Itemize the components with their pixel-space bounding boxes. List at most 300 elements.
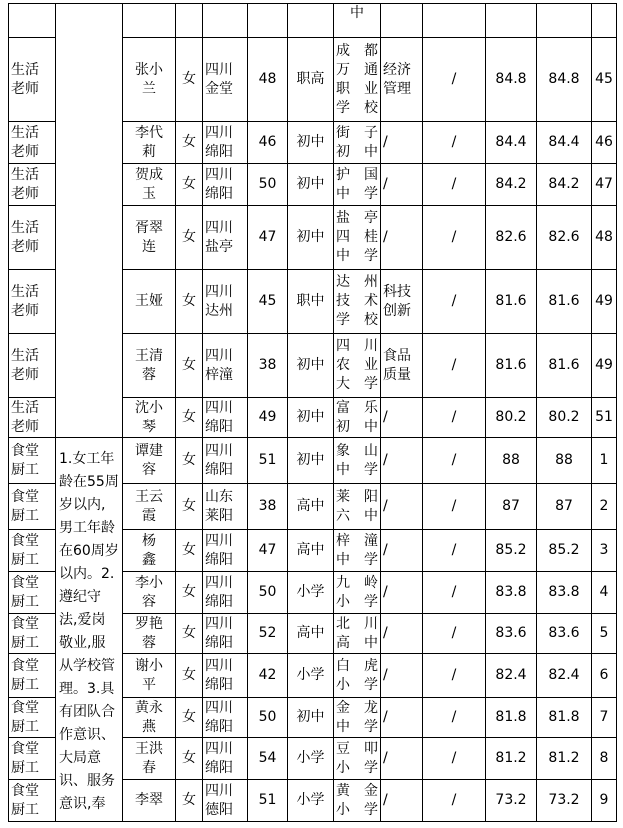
sex-text: 女 (182, 71, 196, 87)
school-text: 莱阳 六中 (336, 488, 378, 524)
education-text: 职高 (296, 71, 325, 87)
final-score-cell (537, 270, 592, 334)
final-score-text: 84.2 (548, 176, 580, 192)
role-text: 食堂 厨工 (11, 615, 39, 651)
name-text: 罗艳 蓉 (135, 615, 163, 651)
extra-cell (423, 614, 486, 654)
role-text: 生活 老师 (11, 219, 39, 255)
origin-text: 四川 绵阳 (205, 442, 233, 478)
school-text: 街子 初中 (336, 124, 378, 160)
name-text: 沈小 琴 (135, 399, 163, 435)
major-text: 食品 质量 (383, 347, 411, 383)
major-text: / (383, 498, 388, 514)
final-score-cell (537, 530, 592, 572)
role-cell (9, 614, 56, 654)
rank-cell (592, 122, 617, 164)
age-text: 38 (258, 357, 277, 373)
sex-cell (176, 38, 203, 122)
final-score-text: 81.6 (548, 293, 580, 309)
table-row (9, 438, 617, 484)
rank-cell (592, 530, 617, 572)
school-text: 达州 技术 学校 (336, 274, 378, 328)
role-cell (9, 38, 56, 122)
age-text: 42 (258, 667, 277, 683)
table-row-partial-top (9, 4, 617, 38)
origin-text: 四川 达州 (205, 283, 233, 319)
age-text: 50 (258, 584, 277, 600)
role-cell (9, 4, 56, 38)
final-score-cell (537, 38, 592, 122)
name-text: 谢小 平 (135, 657, 163, 693)
major-cell (381, 270, 423, 334)
age-cell (248, 614, 288, 654)
school-text: 金龙 中学 (336, 699, 378, 735)
sex-text: 女 (182, 409, 196, 425)
rank-cell (592, 164, 617, 206)
education-text: 高中 (296, 542, 325, 558)
score-cell (486, 654, 537, 698)
sex-text: 女 (182, 176, 196, 192)
age-cell (248, 780, 288, 822)
major-text: / (383, 584, 388, 600)
final-score-text: 84.8 (548, 71, 580, 87)
origin-text: 四川 绵阳 (205, 615, 233, 651)
extra-text: / (451, 667, 457, 683)
sex-text: 女 (182, 792, 196, 808)
requirements-text: 1.女工年龄在55周岁以内,男工年龄在60周岁以内。2.遵纪守法,爱岗敬业,服从学校管理。3.具有团队合作意识、大局意识、服务意识,奉 (59, 451, 119, 812)
final-score-cell (537, 572, 592, 614)
major-text: / (383, 134, 388, 150)
name-cell (123, 122, 176, 164)
major-text: 科技 创新 (383, 283, 411, 319)
extra-text: / (451, 542, 457, 558)
origin-cell (203, 614, 248, 654)
score-cell (486, 334, 537, 398)
rank-text: 7 (599, 709, 609, 725)
sex-text: 女 (182, 498, 196, 514)
age-text: 52 (258, 625, 277, 641)
name-cell (123, 698, 176, 738)
origin-text: 四川 绵阳 (205, 574, 233, 610)
major-cell (381, 698, 423, 738)
extra-cell (423, 334, 486, 398)
name-cell (123, 334, 176, 398)
final-score-text: 84.4 (548, 134, 580, 150)
sex-text: 女 (182, 542, 196, 558)
score-cell (486, 698, 537, 738)
school-text: 象山 中学 (336, 442, 378, 478)
education-cell (288, 738, 334, 780)
education-text: 高中 (296, 625, 325, 641)
extra-cell (423, 780, 486, 822)
requirements-cell (56, 438, 123, 822)
age-cell (248, 738, 288, 780)
school-cell (334, 572, 381, 614)
origin-text: 四川 绵阳 (205, 399, 233, 435)
sex-cell (176, 698, 203, 738)
education-cell (288, 614, 334, 654)
final-score-cell (537, 484, 592, 530)
role-cell (9, 484, 56, 530)
origin-cell (203, 38, 248, 122)
rank-cell (592, 206, 617, 270)
final-score-text: 83.6 (548, 625, 580, 641)
score-text: 81.8 (495, 709, 527, 725)
age-text: 47 (258, 542, 277, 558)
school-cell (334, 206, 381, 270)
name-cell (123, 530, 176, 572)
name-text: 王娅 (135, 293, 163, 309)
origin-cell (203, 270, 248, 334)
role-cell (9, 654, 56, 698)
extra-cell (423, 206, 486, 270)
education-text: 初中 (296, 409, 325, 425)
age-cell (248, 398, 288, 438)
role-text: 食堂 厨工 (11, 699, 39, 735)
name-text: 张小 兰 (135, 61, 163, 97)
score-cell (486, 438, 537, 484)
major-text: / (383, 229, 388, 245)
school-text: 中 (350, 5, 364, 21)
origin-cell (203, 738, 248, 780)
rank-cell (592, 38, 617, 122)
school-cell (334, 698, 381, 738)
rank-text: 6 (599, 667, 609, 683)
sex-cell (176, 270, 203, 334)
age-text: 47 (258, 229, 277, 245)
score-text: 81.6 (495, 357, 527, 373)
major-cell (381, 530, 423, 572)
sex-cell (176, 164, 203, 206)
education-cell (288, 572, 334, 614)
table-body (9, 4, 617, 822)
rank-cell (592, 484, 617, 530)
education-text: 小学 (296, 584, 325, 600)
origin-cell (203, 4, 248, 38)
school-cell (334, 122, 381, 164)
name-cell (123, 780, 176, 822)
major-cell (381, 38, 423, 122)
sex-text: 女 (182, 625, 196, 641)
origin-cell (203, 206, 248, 270)
final-score-cell (537, 4, 592, 38)
education-cell (288, 38, 334, 122)
role-text: 生活 老师 (11, 124, 39, 160)
name-text: 杨 鑫 (142, 532, 156, 568)
rank-text: 9 (599, 792, 609, 808)
origin-text: 四川 绵阳 (205, 124, 233, 160)
role-text: 食堂 厨工 (11, 574, 39, 610)
origin-cell (203, 572, 248, 614)
school-text: 盐亭 四桂 中学 (336, 210, 378, 264)
name-cell (123, 614, 176, 654)
score-text: 84.8 (495, 71, 527, 87)
score-text: 80.2 (495, 409, 527, 425)
age-cell (248, 270, 288, 334)
education-cell (288, 780, 334, 822)
rank-cell (592, 698, 617, 738)
major-text: 经济 管理 (383, 61, 411, 97)
education-cell (288, 698, 334, 738)
origin-cell (203, 530, 248, 572)
final-score-text: 82.6 (548, 229, 580, 245)
education-text: 小学 (296, 792, 325, 808)
name-cell (123, 654, 176, 698)
final-score-text: 80.2 (548, 409, 580, 425)
name-cell (123, 738, 176, 780)
sex-text: 女 (182, 229, 196, 245)
name-cell (123, 270, 176, 334)
school-cell (334, 270, 381, 334)
education-text: 初中 (296, 452, 325, 468)
score-text: 88 (502, 452, 520, 468)
age-text: 48 (258, 71, 277, 87)
sex-text: 女 (182, 134, 196, 150)
name-text: 王洪 春 (135, 740, 163, 776)
sex-text: 女 (182, 452, 196, 468)
final-score-cell (537, 738, 592, 780)
role-cell (9, 572, 56, 614)
origin-cell (203, 334, 248, 398)
extra-cell (423, 572, 486, 614)
role-cell (9, 122, 56, 164)
school-text: 四川 农业 大学 (336, 338, 378, 392)
education-cell (288, 122, 334, 164)
extra-text: / (451, 176, 457, 192)
extra-cell (423, 4, 486, 38)
sex-cell (176, 122, 203, 164)
score-text: 87 (502, 498, 520, 514)
sex-cell (176, 572, 203, 614)
role-cell (9, 698, 56, 738)
sex-text: 女 (182, 667, 196, 683)
role-text: 食堂 厨工 (11, 488, 39, 524)
education-text: 高中 (296, 498, 325, 514)
sex-text: 女 (182, 293, 196, 309)
role-text: 生活 老师 (11, 347, 39, 383)
final-score-cell (537, 334, 592, 398)
age-cell (248, 484, 288, 530)
extra-text: / (451, 71, 457, 87)
score-cell (486, 270, 537, 334)
major-text: / (383, 709, 388, 725)
age-text: 50 (258, 709, 277, 725)
sex-text: 女 (182, 584, 196, 600)
final-score-cell (537, 438, 592, 484)
name-text: 谭建 容 (135, 442, 163, 478)
origin-cell (203, 780, 248, 822)
origin-text: 四川 绵阳 (205, 699, 233, 735)
major-text: / (383, 409, 388, 425)
origin-text: 四川 盐亭 (205, 219, 233, 255)
final-score-cell (537, 654, 592, 698)
name-cell (123, 4, 176, 38)
role-text: 食堂 厨工 (11, 442, 39, 478)
major-cell (381, 654, 423, 698)
school-cell (334, 780, 381, 822)
extra-cell (423, 270, 486, 334)
name-text: 李小 容 (135, 574, 163, 610)
origin-cell (203, 398, 248, 438)
school-text: 黄金 小学 (336, 782, 378, 818)
school-text: 成都 万通 职业 学校 (336, 42, 378, 116)
role-text: 生活 老师 (11, 283, 39, 319)
final-score-text: 82.4 (548, 667, 580, 683)
final-score-text: 81.2 (548, 750, 580, 766)
major-text: / (383, 176, 388, 192)
age-text: 50 (258, 176, 277, 192)
name-text: 李翠 (135, 792, 163, 808)
education-cell (288, 530, 334, 572)
school-cell (334, 164, 381, 206)
school-text: 白虎 小学 (336, 657, 378, 693)
age-cell (248, 164, 288, 206)
name-cell (123, 572, 176, 614)
sex-text: 女 (182, 709, 196, 725)
major-text: / (383, 625, 388, 641)
role-cell (9, 206, 56, 270)
sex-cell (176, 614, 203, 654)
sex-text: 女 (182, 357, 196, 373)
school-cell (334, 4, 381, 38)
origin-text: 四川 金堂 (205, 61, 233, 97)
education-text: 初中 (296, 176, 325, 192)
score-cell (486, 122, 537, 164)
score-cell (486, 530, 537, 572)
role-cell (9, 738, 56, 780)
candidate-table (8, 3, 617, 822)
school-cell (334, 738, 381, 780)
score-cell (486, 780, 537, 822)
origin-cell (203, 654, 248, 698)
age-cell (248, 4, 288, 38)
origin-cell (203, 164, 248, 206)
extra-text: / (451, 792, 457, 808)
extra-text: / (451, 750, 457, 766)
major-cell (381, 614, 423, 654)
extra-text: / (451, 452, 457, 468)
age-text: 45 (258, 293, 277, 309)
age-cell (248, 122, 288, 164)
education-cell (288, 398, 334, 438)
age-text: 54 (258, 750, 277, 766)
sex-cell (176, 780, 203, 822)
origin-text: 四川 绵阳 (205, 532, 233, 568)
rank-cell (592, 614, 617, 654)
extra-cell (423, 122, 486, 164)
age-cell (248, 438, 288, 484)
name-text: 贺成 玉 (135, 166, 163, 202)
name-text: 李代 莉 (135, 124, 163, 160)
education-cell (288, 164, 334, 206)
sex-cell (176, 654, 203, 698)
education-cell (288, 334, 334, 398)
major-text: / (383, 750, 388, 766)
age-cell (248, 206, 288, 270)
rank-cell (592, 780, 617, 822)
extra-cell (423, 654, 486, 698)
sex-cell (176, 334, 203, 398)
extra-cell (423, 38, 486, 122)
sex-cell (176, 484, 203, 530)
rank-text: 3 (599, 542, 609, 558)
rank-text: 45 (595, 71, 613, 87)
final-score-text: 87 (555, 498, 573, 514)
extra-cell (423, 698, 486, 738)
major-cell (381, 206, 423, 270)
extra-text: / (451, 584, 457, 600)
rank-cell (592, 738, 617, 780)
name-cell (123, 164, 176, 206)
score-text: 83.8 (495, 584, 527, 600)
rank-cell (592, 438, 617, 484)
age-text: 38 (258, 498, 277, 514)
extra-cell (423, 164, 486, 206)
extra-text: / (451, 709, 457, 725)
major-cell (381, 334, 423, 398)
rank-cell (592, 572, 617, 614)
sex-cell (176, 4, 203, 38)
rank-text: 47 (595, 176, 613, 192)
extra-cell (423, 738, 486, 780)
role-text: 食堂 厨工 (11, 532, 39, 568)
name-cell (123, 206, 176, 270)
role-cell (9, 164, 56, 206)
origin-text: 山东 莱阳 (205, 488, 233, 524)
role-cell (9, 270, 56, 334)
education-cell (288, 654, 334, 698)
major-cell (381, 164, 423, 206)
education-text: 小学 (296, 750, 325, 766)
school-text: 梓潼 中学 (336, 532, 378, 568)
final-score-cell (537, 780, 592, 822)
name-cell (123, 438, 176, 484)
score-text: 85.2 (495, 542, 527, 558)
score-text: 73.2 (495, 792, 527, 808)
age-text: 51 (258, 452, 277, 468)
school-text: 护国 中学 (336, 166, 378, 202)
role-text: 食堂 厨工 (11, 782, 39, 818)
major-cell (381, 780, 423, 822)
final-score-cell (537, 122, 592, 164)
role-cell (9, 780, 56, 822)
final-score-text: 88 (555, 452, 573, 468)
education-text: 职中 (296, 293, 325, 309)
role-text: 生活 老师 (11, 399, 39, 435)
education-text: 小学 (296, 667, 325, 683)
role-text: 食堂 厨工 (11, 740, 39, 776)
rank-cell (592, 4, 617, 38)
score-text: 82.6 (495, 229, 527, 245)
major-cell (381, 484, 423, 530)
extra-cell (423, 484, 486, 530)
education-cell (288, 270, 334, 334)
origin-text: 四川 绵阳 (205, 740, 233, 776)
education-cell (288, 438, 334, 484)
name-cell (123, 38, 176, 122)
rank-text: 1 (599, 452, 609, 468)
rank-text: 4 (599, 584, 609, 600)
score-text: 81.2 (495, 750, 527, 766)
education-text: 初中 (296, 229, 325, 245)
origin-cell (203, 438, 248, 484)
rank-text: 5 (599, 625, 609, 641)
major-cell (381, 122, 423, 164)
extra-text: / (451, 229, 457, 245)
origin-text: 四川 绵阳 (205, 166, 233, 202)
sex-cell (176, 206, 203, 270)
extra-text: / (451, 625, 457, 641)
